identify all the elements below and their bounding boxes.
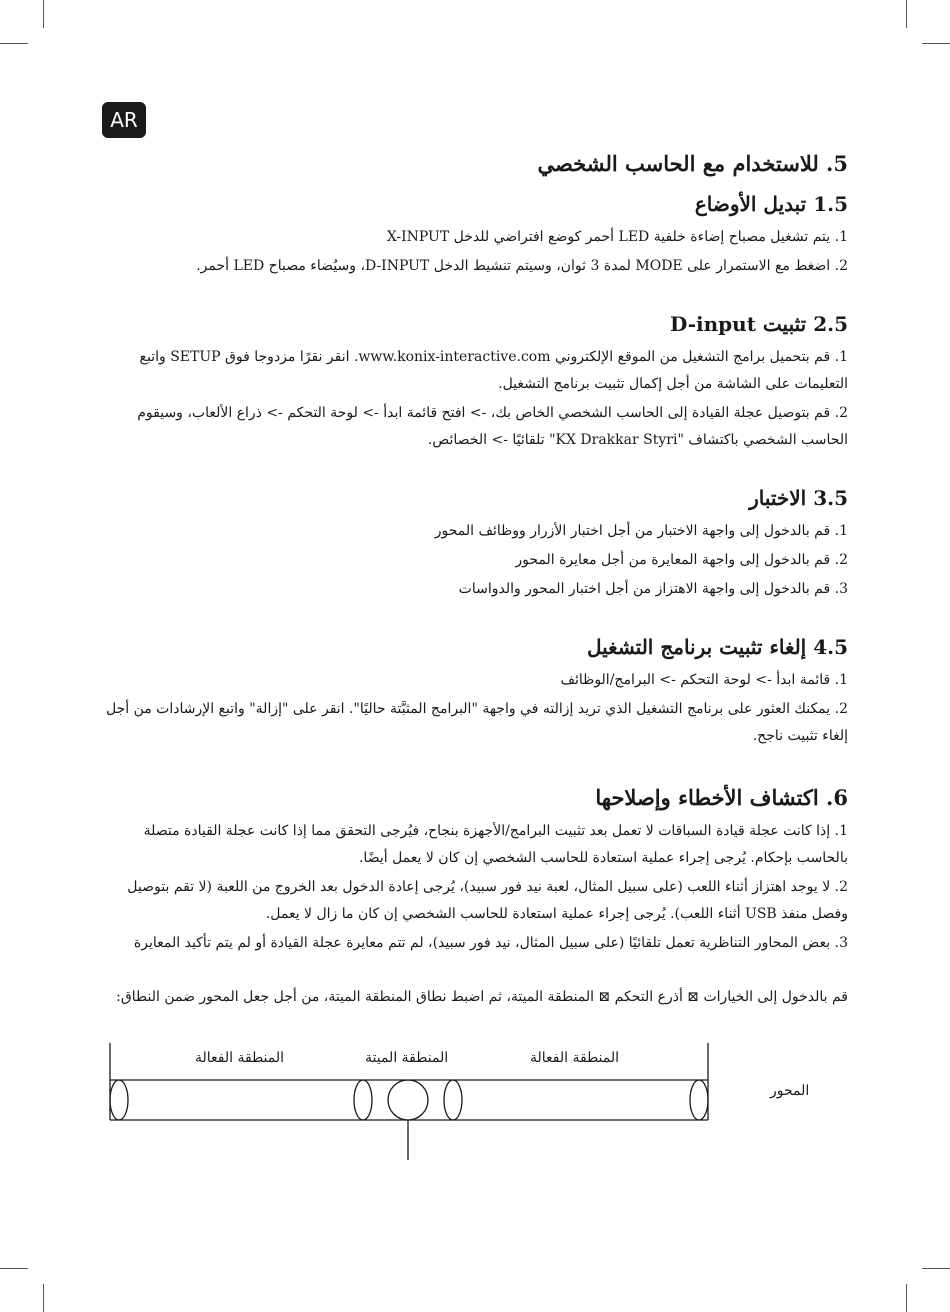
axis-left-end — [110, 1080, 128, 1120]
list-item: 1. قائمة ابدأ -> لوحة التحكم -> البرامج/الوظائف — [560, 672, 848, 688]
section-title-mode-switch: 1.5 تبديل الأوضاع — [694, 192, 848, 216]
list-item: 2. قم بتوصيل عجلة القيادة إلى الحاسب الشخصي الخاص بك، -> افتح قائمة ابدأ -> لوحة التحكم -> ذراع الألعاب، وسيقوم الحاسب الشخصي باكتشاف "KX Drakkar Styri" تلقائيًا -> الخصائص. — [137, 405, 848, 448]
list-item: 2. لا يوجد اهتزاز أثناء اللعب (على سبيل المثال، لعبة نيد فور سبيد)، يُرجى إعادة الدخول بعد الخروج من اللعبة (لا تقم بتوصيل وفصل منفذ USB أثناء اللعب). يُرجى إجراء عملية استعادة للحاسب الشخصي إن كان ما زال لا يعمل. — [127, 879, 848, 922]
crop-mark-bottom-right — [906, 1284, 907, 1312]
axis-label: المحور — [770, 1083, 810, 1099]
list-item: 1. يتم تشغيل مصباح إضاءة خلفية LED أحمر كوضع افتراضي للدخل X-INPUT — [386, 229, 848, 245]
dead-zone-right-limit — [444, 1080, 462, 1120]
crop-mark-bottom-left-h — [0, 1268, 28, 1269]
dead-zone-left-limit — [354, 1080, 372, 1120]
list-item: 1. قم بتحميل برامج التشغيل من الموقع الإلكتروني www.konix-interactive.com. انقر نقرًا مزدوجا فوق SETUP واتبع التعليمات على الشاشة من أجل إكمال تثبيت برنامج التشغيل. — [139, 349, 848, 392]
crop-mark-bottom-left — [43, 1284, 44, 1312]
section-title-troubleshooting: 6. اكتشاف الأخطاء وإصلاحها — [595, 785, 848, 810]
manual-content — [100, 140, 848, 959]
crop-mark-top-right-h — [922, 43, 950, 44]
crop-mark-top-right — [906, 0, 907, 28]
list-item: 3. بعض المحاور التناظرية تعمل تلقائيًا (على سبيل المثال، نيد فور سبيد)، لم تتم معايرة عجلة القيادة أو لم يتم تأكيد المعايرة — [133, 935, 848, 951]
list-item: 2. يمكنك العثور على برنامج التشغيل الذي تريد إزالته في واجهة "البرامج المثبَّتة حاليًا". انقر على "إزالة" واتبع الإرشادات من أجل إلغاء تثبيت ناجح. — [105, 701, 848, 744]
dead-zone-note: قم بالدخول إلى الخيارات ⊠ أذرع التحكم ⊠ المنطقة الميتة، ثم اضبط نطاق المنطقة الميتة، من أجل جعل المحور ضمن النطاق: — [116, 989, 848, 1005]
crop-mark-top-left — [43, 0, 44, 28]
axis-center-marker — [388, 1080, 428, 1120]
active-zone-label-right: المنطقة الفعالة — [530, 1050, 620, 1066]
section-title-dinput-install: 2.5 تثبيت D-input — [670, 312, 848, 336]
section-title-pc-use: 5. للاستخدام مع الحاسب الشخصي — [537, 151, 848, 176]
active-zone-label-left: المنطقة الفعالة — [195, 1050, 285, 1066]
dead-zone-label: المنطقة الميتة — [365, 1050, 449, 1066]
list-item: 2. اضغط مع الاستمرار على MODE لمدة 3 ثوان، وسيتم تنشيط الدخل D-INPUT، وسيُضاء مصباح LED أحمر. — [196, 258, 848, 274]
list-item: 1. قم بالدخول إلى واجهة الاختبار من أجل اختبار الأزرار ووظائف المحور — [434, 523, 848, 539]
section-title-test: 3.5 الاختبار — [749, 486, 848, 510]
crop-mark-bottom-right-h — [922, 1268, 950, 1269]
axis-right-end — [690, 1080, 708, 1120]
list-item: 3. قم بالدخول إلى واجهة الاهتزاز من أجل اختبار المحور والدواسات — [458, 581, 848, 597]
list-item: 1. إذا كانت عجلة قيادة السباقات لا تعمل بعد تثبيت البرامج/الأجهزة بنجاح، فيُرجى التحقق مما إذا كانت عجلة القيادة متصلة بالحاسب بإحكام. يُرجى إجراء عملية استعادة للحاسب الشخصي إن كان لا يعمل أيضًا. — [143, 823, 848, 866]
section-title-uninstall: 4.5 إلغاء تثبيت برنامج التشغيل — [587, 635, 848, 659]
list-item: 2. قم بالدخول إلى واجهة المعايرة من أجل معايرة المحور — [515, 552, 848, 568]
language-badge: AR — [102, 102, 146, 138]
crop-mark-top-left-h — [0, 43, 28, 44]
